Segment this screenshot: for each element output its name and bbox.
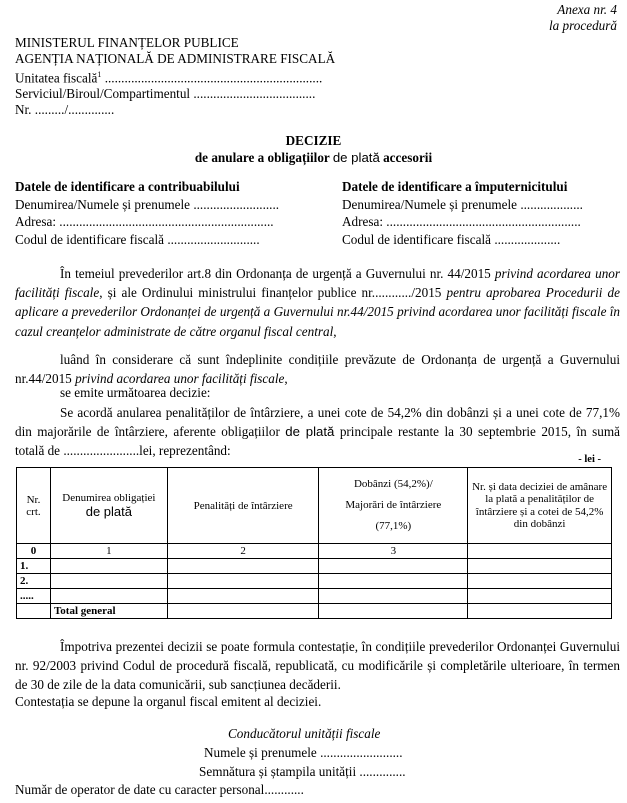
table-cell bbox=[167, 559, 319, 574]
table-cell bbox=[167, 589, 319, 604]
annex-procedure: la procedură bbox=[548, 18, 617, 33]
service-line: Serviciul/Biroul/Compartimentul ..................................... bbox=[15, 86, 316, 102]
table-row bbox=[17, 559, 612, 574]
number-line: Nr. ........./.............. bbox=[15, 102, 115, 118]
table-cell bbox=[167, 574, 319, 589]
agency-name: AGENȚIA NAȚIONALĂ DE ADMINISTRARE FISCALĂ bbox=[15, 51, 336, 66]
decision-1: Se acordă anularea penalităților de întârziere, a unei cote de 54,2% din dobânzi și a unei cote de 77,1% din majorările de întârziere, aferente obligațiilor bbox=[15, 405, 620, 440]
decision-paragraph bbox=[15, 403, 620, 461]
row-number: 2. bbox=[17, 574, 51, 589]
table-total-row bbox=[17, 604, 612, 619]
table-index-row bbox=[17, 544, 612, 559]
representative-address: Adresa: ........................................................... bbox=[342, 214, 581, 229]
header-obligation-text: Denumirea obligației bbox=[62, 492, 156, 504]
table-row bbox=[17, 574, 612, 589]
representative-name: Denumirea/Numele și prenumele ................... bbox=[342, 196, 583, 212]
table-header-row bbox=[17, 468, 612, 544]
row-number: 1. bbox=[17, 559, 51, 574]
header-decision: Nr. și data deciziei de amânare la plată a penalităților de întârziere și a cotei de 54,2% din dobânzi bbox=[468, 468, 612, 544]
subtitle-part-1: de anulare a obligațiilor bbox=[194, 150, 333, 165]
legal-basis-1: În temeiul prevederilor art.8 din Ordonanța de urgență a Guvernului nr. 44/2015 bbox=[60, 266, 495, 281]
document-title: DECIZIE bbox=[285, 133, 342, 148]
fiscal-unit-label: Unitatea fiscală bbox=[15, 70, 98, 86]
footnote-marker: 1 bbox=[97, 70, 102, 79]
ministry-name: MINISTERUL FINANȚELOR PUBLICE bbox=[15, 35, 239, 50]
subtitle-part-2: de plată bbox=[332, 150, 380, 165]
header-interest-line3: (77,1%) bbox=[375, 520, 412, 532]
conditions-3: , bbox=[284, 371, 288, 387]
table-cell bbox=[468, 574, 612, 589]
appeal-paragraph: Împotriva prezentei decizii se poate formula contestație, în condițiile prevederilor Ordonanței Guvernului nr. 92/2003 privind Codul de procedură fiscală, republicată, cu modificările și completările ulterioare, în termen de 30 de zile de la data comunicării, sub sancțiunea decăderii. bbox=[15, 639, 620, 693]
legal-basis-3: , și ale Ordinului ministrului finanțelor publice nr............/2015 bbox=[99, 285, 447, 301]
representative-heading: Datele de identificare a împuternicitului bbox=[342, 179, 568, 194]
header-interest bbox=[319, 468, 468, 544]
taxpayer-code: Codul de identificare fiscală ............................ bbox=[15, 231, 260, 247]
header-obligation-sans: de plată bbox=[85, 504, 132, 519]
table-cell bbox=[319, 574, 468, 589]
index-cell bbox=[468, 544, 612, 559]
legal-basis-4: pentru aprobarea Procedurii de aplicare a prevederilor Ordonanței de urgență a Guvernului nr.44/2015 privind acordarea unor facilități fiscale în cazul creanțelor administrate de către organul fiscal central bbox=[15, 285, 620, 339]
decision-3: principale restante la 30 septembrie 2015, în sumă totală de .......................lei, reprezentând: bbox=[15, 424, 620, 459]
header-interest-line2: Majorări de întârziere bbox=[345, 499, 442, 511]
legal-basis-2: privind acordarea unor facilități fiscale bbox=[15, 266, 621, 301]
annex-number: Anexa nr. 4 bbox=[557, 2, 617, 17]
index-cell: 1 bbox=[50, 544, 167, 559]
issuer-header bbox=[15, 35, 335, 118]
index-cell: 0 bbox=[17, 544, 51, 559]
table-cell bbox=[17, 604, 51, 619]
conditions-1: luând în considerare că sunt îndeplinite condițiile prevăzute de Ordonanța de urgență a Guvernului nr.44/2015 bbox=[15, 352, 620, 387]
fiscal-unit-dots: .................................................................. bbox=[101, 70, 323, 86]
taxpayer-block bbox=[15, 178, 279, 248]
subtitle-part-3: accesorii bbox=[379, 150, 433, 165]
table-cell bbox=[167, 604, 319, 619]
taxpayer-address: Adresa: ................................................................. bbox=[15, 214, 274, 229]
header-interest-line1: Dobânzi (54,2%)/ bbox=[353, 478, 433, 490]
row-number: ..... bbox=[17, 589, 51, 604]
header-obligation-name bbox=[50, 468, 167, 544]
total-label: Total general bbox=[50, 604, 167, 619]
representative-block bbox=[342, 178, 583, 248]
table-cell bbox=[468, 604, 612, 619]
fiscal-unit-line bbox=[15, 67, 335, 86]
table-cell bbox=[50, 589, 167, 604]
signature-name: Numele și prenumele ......................... bbox=[204, 745, 403, 760]
table-cell bbox=[319, 604, 468, 619]
table-cell bbox=[319, 559, 468, 574]
index-cell: 3 bbox=[319, 544, 468, 559]
signature-stamp: Semnătura și ștampila unității .............. bbox=[199, 764, 406, 779]
representative-code: Codul de identificare fiscală .................... bbox=[342, 231, 561, 247]
legal-basis-5: , bbox=[333, 323, 337, 339]
signature-title: Conducătorul unității fiscale bbox=[228, 726, 381, 741]
decision-intro: se emite următoarea decizie: bbox=[60, 385, 211, 400]
legal-basis-paragraph bbox=[15, 264, 620, 341]
table-row bbox=[17, 589, 612, 604]
taxpayer-heading: Datele de identificare a contribuabilului bbox=[15, 179, 240, 194]
table-cell bbox=[468, 559, 612, 574]
appeal-submission: Contestația se depune la organul fiscal emitent al deciziei. bbox=[15, 694, 322, 709]
document-subtitle bbox=[0, 150, 627, 166]
operator-number: Număr de operator de date cu caracter personal............ bbox=[15, 782, 304, 797]
table-cell bbox=[468, 589, 612, 604]
decision-2: de plată bbox=[285, 424, 335, 440]
index-cell: 2 bbox=[167, 544, 319, 559]
table-cell bbox=[50, 559, 167, 574]
table-cell bbox=[319, 589, 468, 604]
header-penalties: Penalități de întârziere bbox=[167, 468, 319, 544]
obligations-table bbox=[16, 467, 612, 619]
currency-label: - lei - bbox=[578, 454, 601, 465]
annex-label bbox=[549, 2, 617, 34]
taxpayer-name: Denumirea/Numele și prenumele .......................... bbox=[15, 196, 280, 212]
conditions-paragraph bbox=[15, 350, 620, 388]
table-cell bbox=[50, 574, 167, 589]
conditions-2: privind acordarea unor facilități fiscale bbox=[75, 371, 285, 387]
header-nr-crt: Nr. crt. bbox=[17, 468, 51, 544]
